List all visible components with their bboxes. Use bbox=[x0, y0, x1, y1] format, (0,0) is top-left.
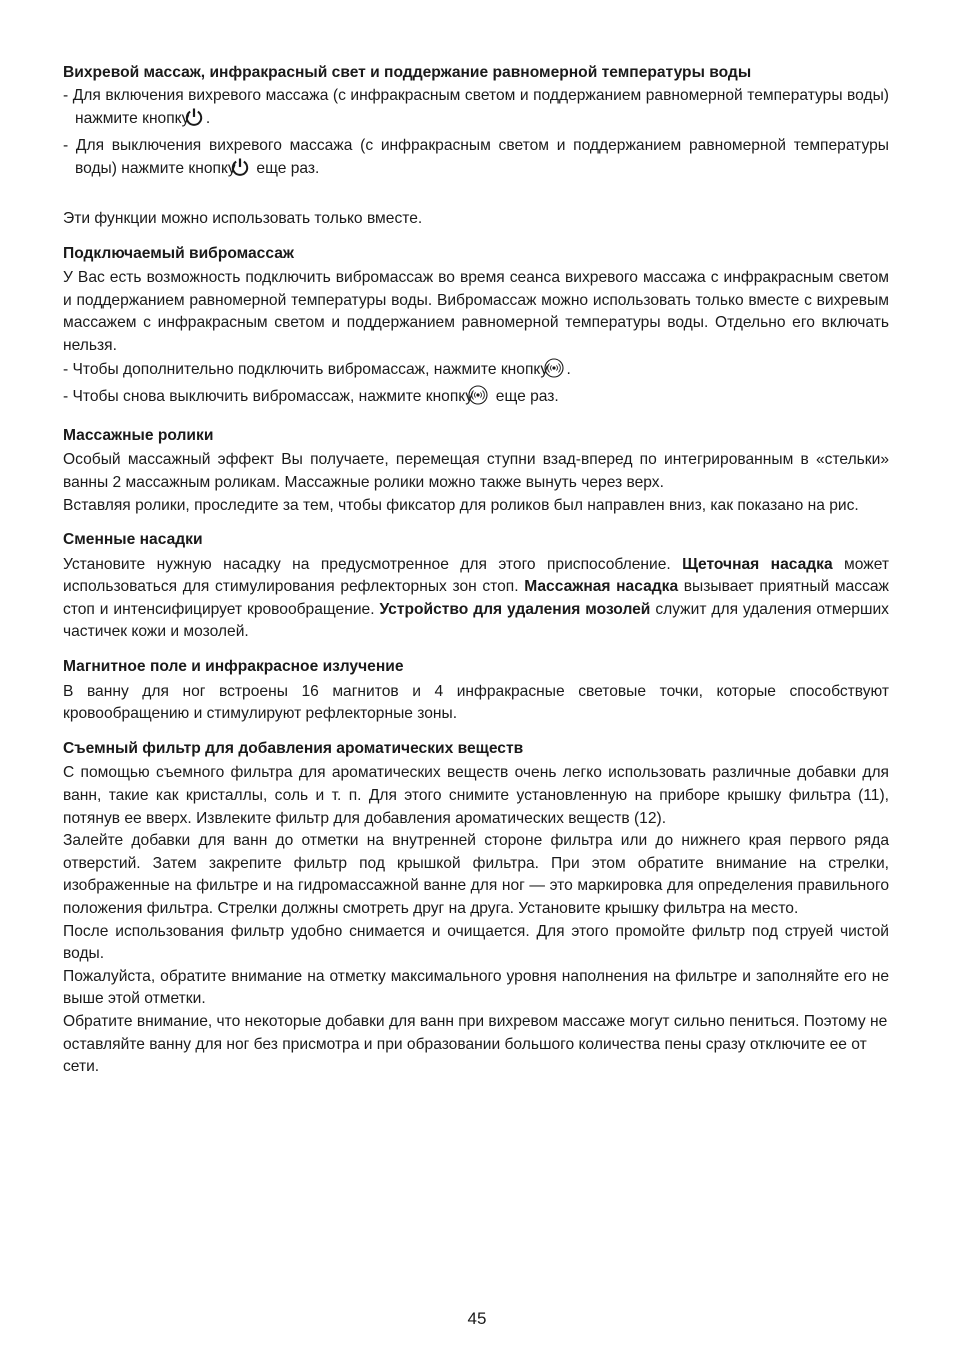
list-item bbox=[63, 135, 889, 185]
text-run: служит для удаления отмерших частичек кожи и мозолей. bbox=[63, 600, 889, 641]
section-vibro bbox=[63, 243, 889, 413]
text-run: может использоваться для стимулирования рефлекторных зон стоп. bbox=[63, 555, 889, 596]
item-end: . bbox=[205, 110, 211, 128]
text-run: вызывает приятный массаж стоп и интенсифицирует кровообращение. bbox=[63, 578, 889, 618]
text-run: Установите нужную насадку на предусмотренное для этого приспособление. bbox=[63, 555, 683, 573]
paragraph: С помощью съемного фильтра для ароматических веществ очень легко использовать различные добавки для ванн, такие как кристаллы, соль и т. п. Для этого снимите установленную на приборе крышку фильтра (11), потянув ее вверх. Извлеките фильтр для добавления ароматических веществ (12). bbox=[63, 764, 889, 827]
item-text: - Для включения вихревого массажа (с инфракрасным светом и поддержанием равномерной температуры воды) нажмите кнопку bbox=[63, 86, 889, 128]
note-text: Эти функции можно использовать только вместе. bbox=[63, 209, 423, 227]
heading-filter: Съемный фильтр для добавления ароматических веществ bbox=[63, 739, 524, 757]
heading-attachments: Сменные насадки bbox=[63, 531, 203, 549]
paragraph bbox=[63, 554, 889, 644]
item-text: - Чтобы дополнительно подключить вибромассаж, нажмите кнопку bbox=[63, 360, 549, 378]
item-text: - Для выключения вихревого массажа (с инфракрасным светом и поддержанием равномерной температуры воды) нажмите кнопку bbox=[63, 136, 889, 178]
bold-term: Устройство для удаления мозолей bbox=[379, 600, 651, 618]
paragraph: В ванну для ног встроены 16 магнитов и 4 инфракрасные световые точки, которые способствуют кровообращению и стимулируют рефлекторные зоны. bbox=[63, 682, 889, 723]
list-item bbox=[63, 85, 889, 135]
vibration-icon bbox=[555, 358, 565, 386]
item-end: . bbox=[566, 360, 571, 378]
section-rollers bbox=[63, 425, 889, 517]
section-whirl bbox=[63, 62, 889, 231]
power-icon bbox=[196, 107, 204, 135]
paragraph: Пожалуйста, обратите внимание на отметку максимального уровня наполнения на фильтре и заполняйте его не выше этой отметки. bbox=[63, 967, 889, 1008]
bold-term: Щеточная насадка bbox=[682, 555, 833, 573]
page-number: 45 bbox=[467, 1309, 487, 1328]
item-text: - Чтобы снова выключить вибромассаж, нажмите кнопку bbox=[63, 388, 474, 406]
paragraph: После использования фильтр удобно снимается и очищается. Для этого промойте фильтр под струей чистой воды. bbox=[63, 922, 889, 963]
power-icon bbox=[242, 157, 250, 185]
paragraph: Вставляя ролики, проследите за тем, чтобы фиксатор для роликов был направлен вниз, как показано на рис. bbox=[63, 496, 859, 514]
document-body bbox=[63, 62, 889, 1079]
section-filter bbox=[63, 738, 889, 1079]
item-end: еще раз. bbox=[491, 388, 559, 406]
item-end: еще раз. bbox=[252, 160, 320, 178]
bold-term: Массажная насадка bbox=[524, 578, 679, 596]
paragraph: Обратите внимание, что некоторые добавки для ванн при вихревом массаже могут сильно пениться. Поэтому не оставляйте ванну для ног без присмотра и при образовании большого количества пены сразу отключите ее от сети. bbox=[63, 1012, 888, 1076]
paragraph: Залейте добавки для ванн до отметки на внутренней стороне фильтра или до нижнего края первого ряда отверстий. Затем закрепите фильтр под крышкой фильтра. При этом обратите внимание на стрелки, изображенные на фильтре и на гидромассажной ванне для ног — это маркировка для определения правильного положения фильтра. Стрелки должны смотреть друг на друга. Установите крышку фильтра на место. bbox=[63, 832, 889, 917]
heading-rollers: Массажные ролики bbox=[63, 426, 214, 444]
list-item bbox=[63, 358, 889, 386]
list-item bbox=[63, 385, 889, 413]
vibration-icon bbox=[479, 385, 489, 413]
heading-whirl: Вихревой массаж, инфракрасный свет и поддержание равномерной температуры воды bbox=[63, 64, 752, 81]
section-magnet bbox=[63, 656, 889, 726]
paragraph: У Вас есть возможность подключить вибромассаж во время сеанса вихревого массажа с инфракрасным светом и поддержанием равномерной температуры воды. Вибромассаж можно использовать только вместе с вихревым массажем с инфракрасным светом и поддержанием равномерной температуры воды. Отдельно его включать нельзя. bbox=[63, 269, 889, 354]
section-attachments bbox=[63, 529, 889, 644]
heading-vibro: Подключаемый вибромассаж bbox=[63, 244, 294, 262]
paragraph: Особый массажный эффект Вы получаете, перемещая ступни взад-вперед по интегрированным в «стельки» ванны 2 массажным роликам. Массажные ролики можно также вынуть через верх. bbox=[63, 451, 889, 491]
heading-magnet: Магнитное поле и инфракрасное излучение bbox=[63, 658, 404, 676]
